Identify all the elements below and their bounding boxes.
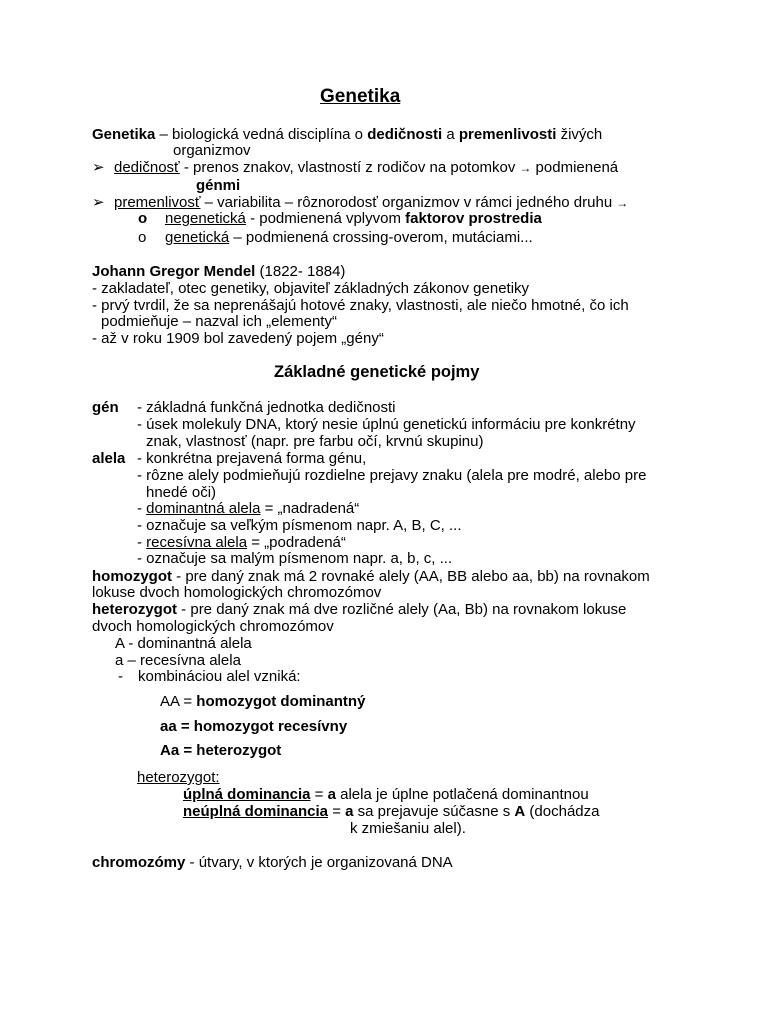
genotype-prefix: Aa [160,742,180,759]
sub-bullet-negeneticka [138,210,542,227]
mendel-name: Johann Gregor Mendel [92,263,256,280]
alela-line-2: - rôzne alely podmieňujú rozdielne prejavy znaku (alela pre modré, alebo pre [137,467,647,484]
dominant-allele-line: A - dominantná alela [115,635,252,652]
dominant-term: dominantná alela [146,500,261,517]
chromozomy-text: - útvary, v ktorých je organizovaná DNA [185,854,453,871]
mendel-line-4: - až v roku 1909 bol zavedený pojem „gény“ [92,330,384,347]
combination-text: kombináciou alel vzniká: [138,668,301,685]
dash: - [137,500,147,517]
full-dominance-line [183,786,589,803]
right-arrow-icon: → [519,161,532,175]
dash: - [118,668,123,685]
mendel-heading [92,263,345,280]
intro-bold-1: dedičnosti [367,126,443,143]
chromozomy-term: chromozómy [92,854,186,871]
bullet-term: dedičnosť [114,159,180,176]
genotype-aa-dominant [160,693,365,710]
mendel-line-1: - zakladateľ, otec genetiky, objaviteľ základných zákonov genetiky [92,280,530,297]
intro-text-3: živých [556,126,603,143]
gen-line-3: znak, vlastnosť (napr. pre farbu očí, krvnú skupinu) [146,433,484,450]
mendel-line-2: - prvý tvrdil, že sa neprenášajú hotové znaky, vlastnosti, ale niečo hmotné, čo ich [92,297,629,314]
genotype-aa-recessive [160,718,347,735]
bullet-text-2: podmienená [531,159,619,176]
intro-continuation: organizmov [173,142,251,159]
recessive-allele-line: a – recesívna alela [115,652,241,669]
bullet-dedicnost [92,159,618,177]
right-arrow-icon: → [616,196,629,210]
allele-a: a [345,803,354,820]
sub-bullet-text: - podmienená vplyvom [245,210,406,227]
dash: - [137,534,147,551]
document-title: Genetika [320,86,401,107]
genotype-name: = homozygot recesívny [176,718,348,735]
bullet-text: – variabilita – rôznorodosť organizmov v rámci jedného druhu [200,194,613,211]
equals: = [310,786,328,803]
homozygot-continuation: lokuse dvoch homologických chromozómov [92,584,382,601]
incomplete-dominance-line [183,803,599,820]
sub-bullet-term: genetická [165,229,230,246]
alela-line-3: hnedé oči) [146,484,217,501]
bullet-term: premenlivosť [114,194,201,211]
intro-term: Genetika [92,126,156,143]
dominant-text: = „nadradená“ [260,500,360,517]
gen-line-2: - úsek molekuly DNA, ktorý nesie úplnú genetickú informáciu pre konkrétny [137,416,636,433]
intro-text-1: – biologická vedná disciplína o [155,126,368,143]
equals: = [328,803,346,820]
heterozygot-text: - pre daný znak má dve rozličné alely (Aa, Bb) na rovnakom lokuse [177,601,627,618]
homozygot-text: - pre daný znak má 2 rovnaké alely (AA, BB alebo aa, bb) na rovnakom [172,568,650,585]
homozygot-definition [92,568,650,585]
homozygot-term: homozygot [92,568,172,585]
heterozygot-continuation: dvoch homologických chromozómov [92,618,334,635]
sub-bullet-text: – podmienená crossing-overom, mutáciami... [229,229,533,246]
combination-line [118,668,301,685]
chromozomy-definition [92,854,453,871]
genotype-prefix: AA = [160,693,197,710]
heterozygot-definition [92,601,626,618]
bullet-continuation: génmi [196,177,241,194]
allele-a: a [327,786,336,803]
gen-line-1: - základná funkčná jednotka dedičnosti [137,399,396,416]
bullet-text: - prenos znakov, vlastností z rodičov na potomkov [179,159,516,176]
alela-recessive [137,534,346,551]
incomplete-dominance-continuation: k zmiešaniu alel). [350,820,466,837]
genotype-heterozygot [160,742,281,759]
incomplete-dominance-term: neúplná dominancia [183,803,329,820]
circle-bullet-icon: o [138,210,148,227]
incomplete-dominance-text: sa prejavuje súčasne s [353,803,515,820]
gen-term: gén [92,399,119,416]
section-title: Základné genetické pojmy [274,363,480,381]
mendel-line-3: podmieňuje – nazval ich „elementy“ [101,313,337,330]
genotype-prefix: aa [160,718,177,735]
intro-text-2: a [442,126,459,143]
heterozygot-term: heterozygot [92,601,178,618]
sub-bullet-bold: faktorov prostredia [405,210,542,227]
arrow-bullet-icon: ➢ [92,194,105,211]
sub-bullet-geneticka [138,229,533,246]
alela-line-7: - označuje sa malým písmenom napr. a, b, c, ... [137,550,453,567]
sub-bullet-term: negenetická [165,210,246,227]
circle-bullet-icon: o [138,229,147,246]
alela-line-1: - konkrétna prejavená forma génu, [137,450,367,467]
arrow-bullet-icon: ➢ [92,159,105,176]
alela-dominant [137,500,359,517]
intro-bold-2: premenlivosti [458,126,557,143]
alela-term: alela [92,450,126,467]
mendel-years: (1822- 1884) [255,263,346,280]
recessive-term: recesívna alela [146,534,248,551]
full-dominance-text: alela je úplne potlačená dominantnou [335,786,589,803]
alela-line-5: - označuje sa veľkým písmenom napr. A, B, C, ... [137,517,462,534]
full-dominance-term: úplná dominancia [183,786,311,803]
genotype-name: homozygot dominantný [196,693,366,710]
incomplete-dominance-rest: (dochádza [525,803,600,820]
dominance-label: heterozygot: [137,769,220,786]
recessive-text: = „podradená“ [247,534,346,551]
intro-definition [92,126,602,143]
allele-A: A [514,803,526,820]
genotype-name: = heterozygot [179,742,282,759]
